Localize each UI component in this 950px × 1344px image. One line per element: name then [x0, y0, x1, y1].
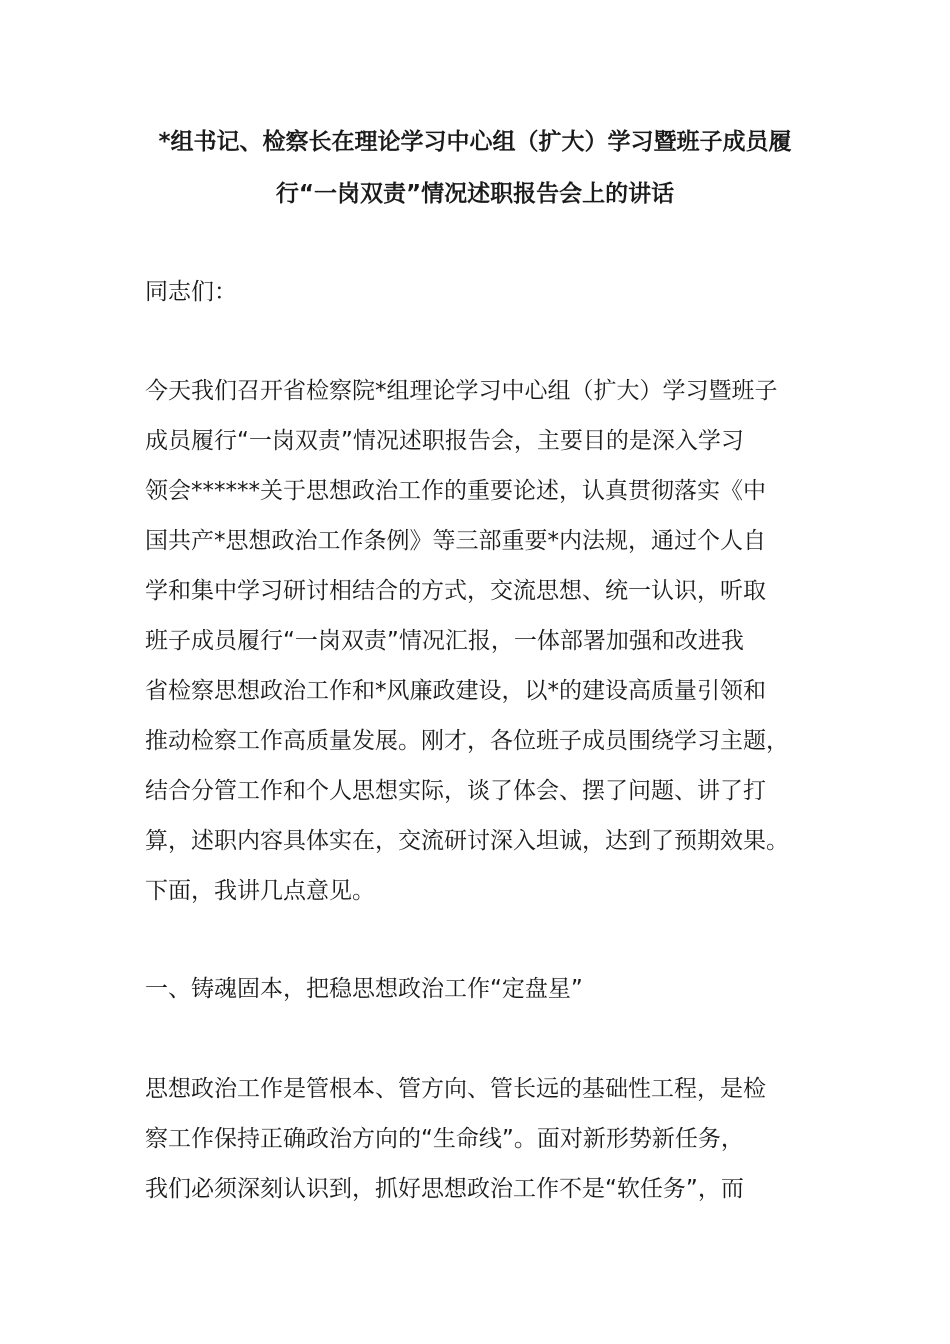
paragraph-line: 算，述职内容具体实在，交流研讨深入坦诚，达到了预期效果。	[145, 828, 789, 854]
paragraph-line: 推动检察工作高质量发展。刚才，各位班子成员围绕学习主题，	[145, 728, 789, 754]
paragraph-line: 领会******关于思想政治工作的重要论述，认真贯彻落实《中	[145, 478, 766, 504]
paragraph-line: 思想政治工作是管根本、管方向、管长远的基础性工程，是检	[145, 1076, 766, 1102]
section-heading-1: 一、铸魂固本，把稳思想政治工作“定盘星”	[145, 976, 583, 1002]
paragraph-line: 今天我们召开省检察院*组理论学习中心组（扩大）学习暨班子	[145, 378, 778, 404]
paragraph-line: 省检察思想政治工作和*风廉政建设，以*的建设高质量引领和	[145, 678, 766, 704]
paragraph-line: 察工作保持正确政治方向的“生命线”。面对新形势新任务，	[145, 1126, 744, 1152]
paragraph-line: 我们必须深刻认识到，抓好思想政治工作不是“软任务”，而	[145, 1176, 744, 1202]
paragraph-line: 结合分管工作和个人思想实际，谈了体会、摆了问题、讲了打	[145, 778, 766, 804]
greeting: 同志们：	[145, 279, 237, 305]
title-line-2: 行“一岗双责”情况述职报告会上的讲话	[275, 181, 675, 207]
paragraph-line: 班子成员履行“一岗双责”情况汇报，一体部署加强和改进我	[145, 628, 744, 654]
paragraph-line: 国共产*思想政治工作条例》等三部重要*内法规，通过个人自	[145, 528, 766, 554]
paragraph-line: 学和集中学习研讨相结合的方式，交流思想、统一认识，听取	[145, 578, 766, 604]
title-line-1: *组书记、检察长在理论学习中心组（扩大）学习暨班子成员履	[158, 129, 792, 155]
paragraph-line: 成员履行“一岗双责”情况述职报告会，主要目的是深入学习	[145, 428, 744, 454]
document-title	[130, 116, 820, 220]
paragraph-line: 下面，我讲几点意见。	[145, 878, 375, 904]
